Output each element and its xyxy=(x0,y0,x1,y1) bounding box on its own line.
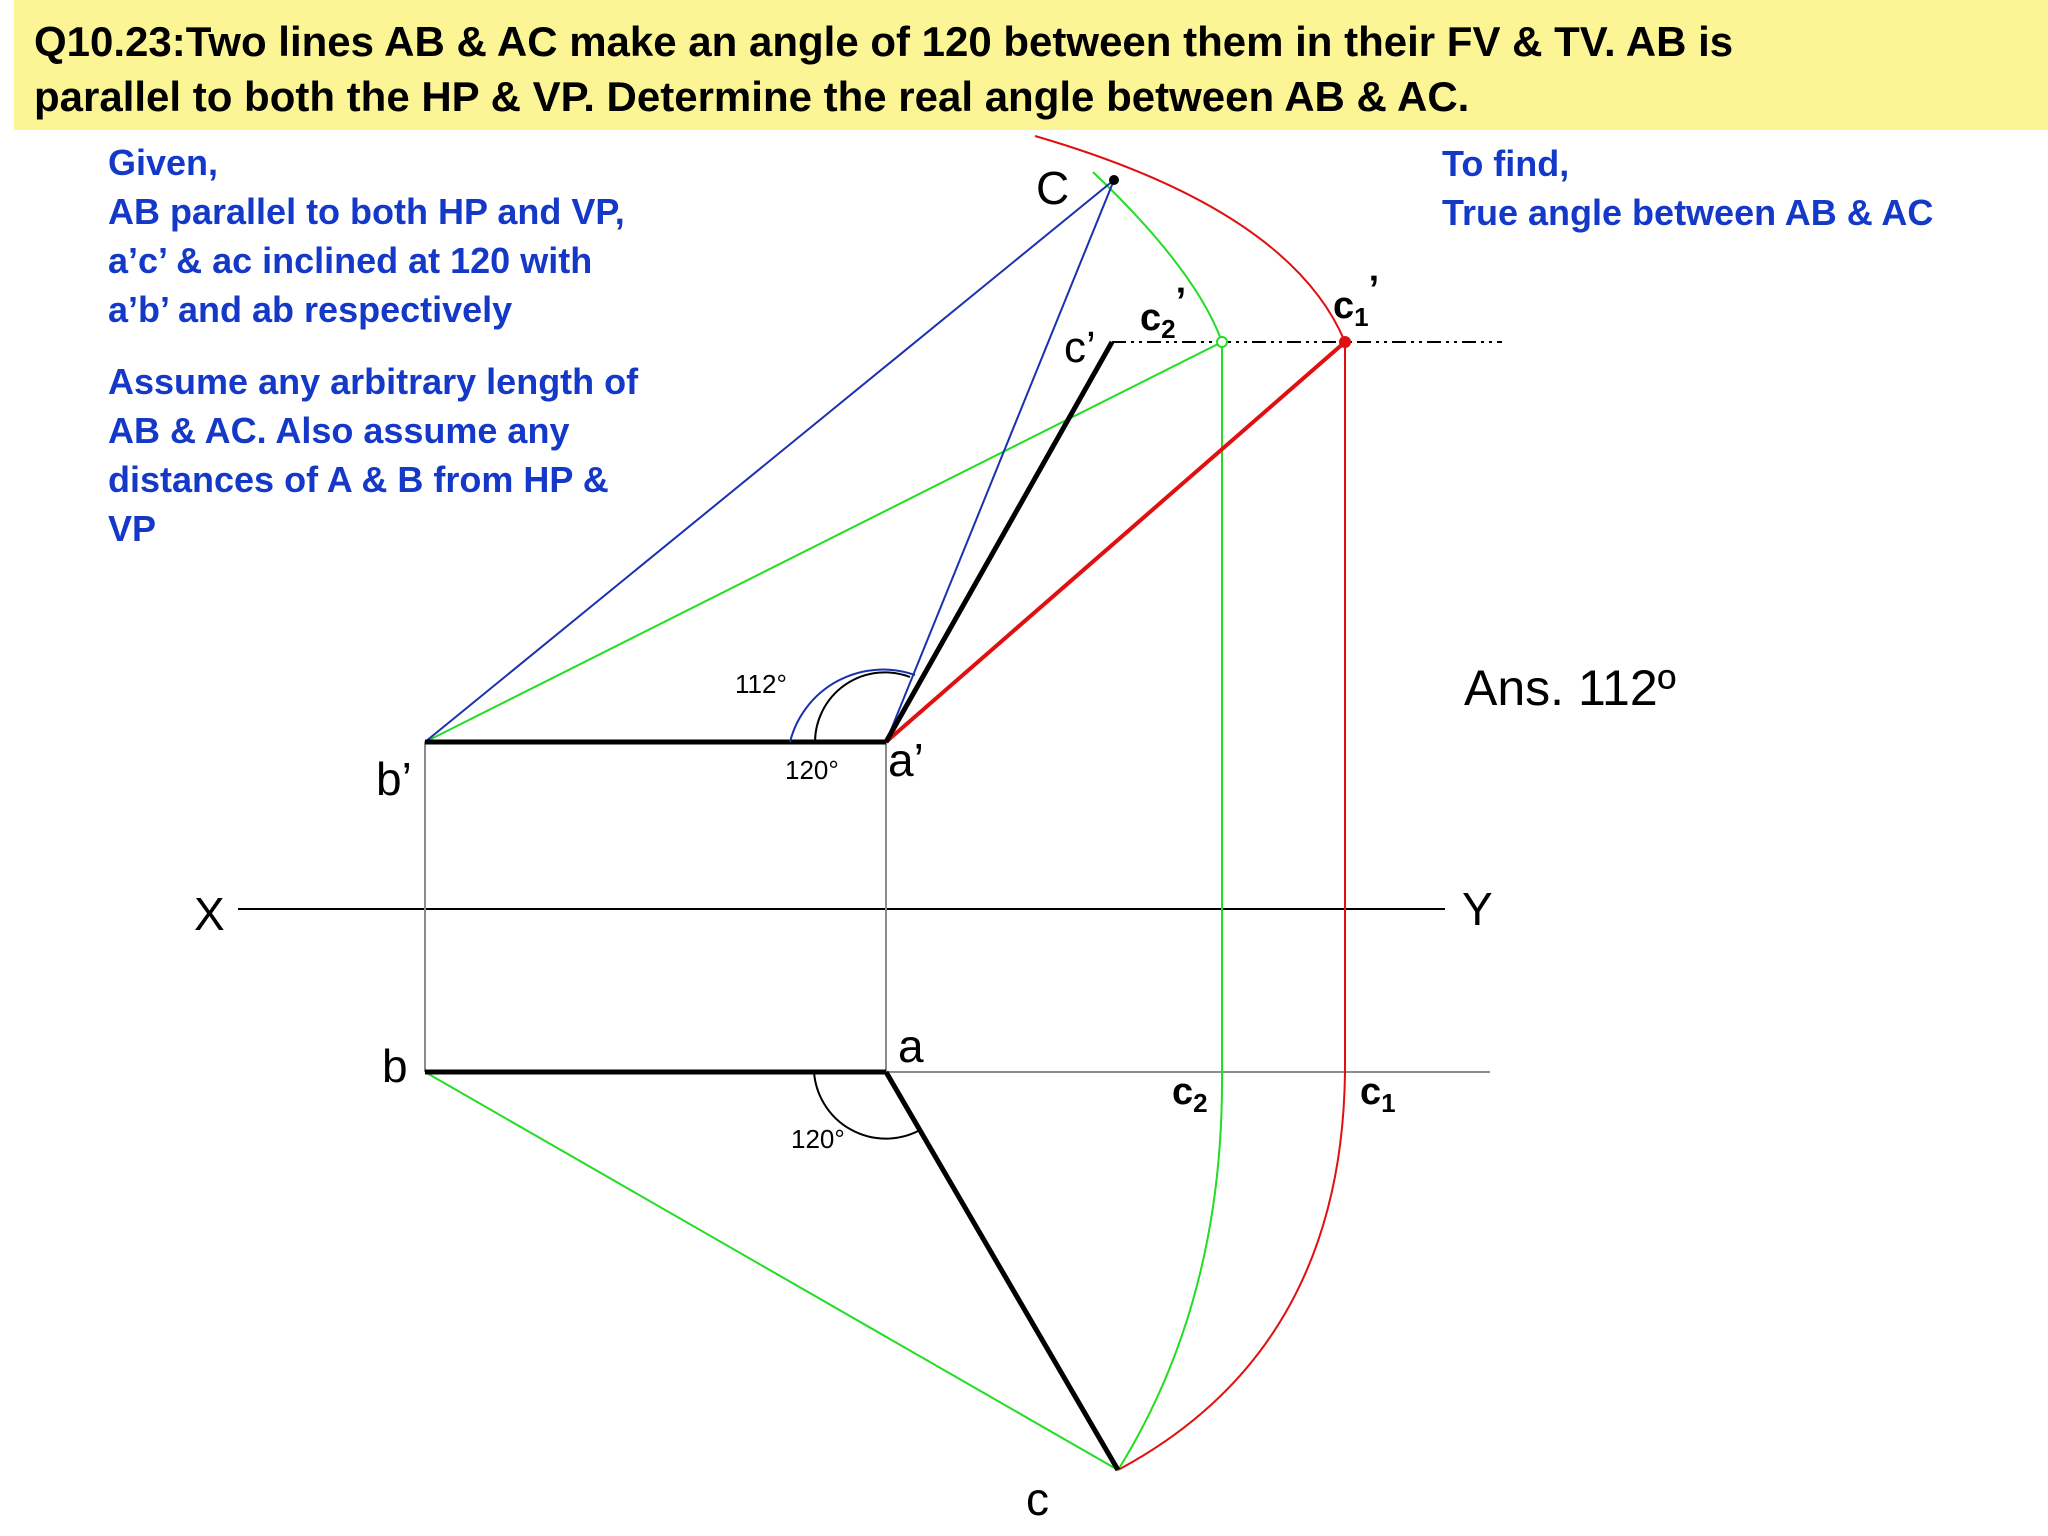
question-line-1: Q10.23:Two lines AB & AC make an angle of 120 between them in their FV & TV. AB is xyxy=(34,18,1734,65)
true-angle-label: 112° xyxy=(735,669,787,699)
label-Y: Y xyxy=(1462,883,1493,935)
given-line-3: a’c’ & ac inclined at 120 with xyxy=(108,240,593,281)
question-line-2: parallel to both the HP & VP. Determine the real angle between AB & AC. xyxy=(34,73,1470,120)
label-c1-sub: 1 xyxy=(1381,1088,1396,1118)
label-a: a xyxy=(898,1020,924,1072)
assume-line-4: VP xyxy=(108,508,157,549)
assume-line-1: Assume any arbitrary length of xyxy=(108,361,639,402)
top-view-ac xyxy=(886,1072,1118,1470)
answer-text: Ans. 112º xyxy=(1464,660,1676,716)
true-length-line-a-prime-c1-prime xyxy=(886,342,1345,742)
green-line-b-c xyxy=(425,1072,1118,1470)
assume-line-2: AB & AC. Also assume any xyxy=(108,410,570,451)
to-find-line-1: To find, xyxy=(1442,143,1570,184)
blue-line-a-prime-C xyxy=(886,180,1114,742)
label-c2-prime xyxy=(1140,281,1186,344)
label-c1-base: c xyxy=(1360,1071,1382,1113)
label-c2-prime-sub: 2 xyxy=(1161,314,1176,344)
assume-line-3: distances of A & B from HP & xyxy=(108,459,609,500)
label-c1-prime-mark: ’ xyxy=(1368,269,1380,311)
label-c-prime: c’ xyxy=(1064,323,1096,372)
label-X: X xyxy=(194,888,225,940)
point-c1-prime xyxy=(1339,336,1351,348)
label-c: c xyxy=(1026,1473,1049,1525)
label-c1-prime-sub: 1 xyxy=(1354,302,1369,332)
given-line-1: Given, xyxy=(108,142,219,183)
label-c1-prime-base: c xyxy=(1333,285,1355,327)
label-c2-prime-mark: ’ xyxy=(1175,281,1187,323)
point-c2-prime xyxy=(1217,337,1227,347)
blue-line-b-prime-C xyxy=(425,180,1114,742)
point-C xyxy=(1109,175,1119,185)
to-find-line-2: True angle between AB & AC xyxy=(1442,192,1934,233)
label-c2 xyxy=(1172,1071,1208,1118)
label-c1-prime xyxy=(1333,269,1379,332)
green-line-b-prime-c2-prime xyxy=(425,342,1222,742)
front-view-ac xyxy=(886,342,1112,742)
label-c2-base: c xyxy=(1172,1071,1194,1113)
given-line-2: AB parallel to both HP and VP, xyxy=(108,191,625,232)
label-b-prime: b’ xyxy=(376,753,412,805)
label-b: b xyxy=(382,1040,408,1092)
tv-angle-label: 120° xyxy=(791,1124,845,1154)
label-a-prime: a’ xyxy=(888,734,924,786)
red-rotation-arc xyxy=(1035,136,1345,342)
label-c2-prime-base: c xyxy=(1140,297,1162,339)
given-line-4: a’b’ and ab respectively xyxy=(108,289,513,330)
label-c2-sub: 2 xyxy=(1193,1088,1208,1118)
fv-angle-label: 120° xyxy=(785,755,839,785)
label-C: C xyxy=(1036,162,1070,214)
label-c1 xyxy=(1360,1071,1396,1118)
